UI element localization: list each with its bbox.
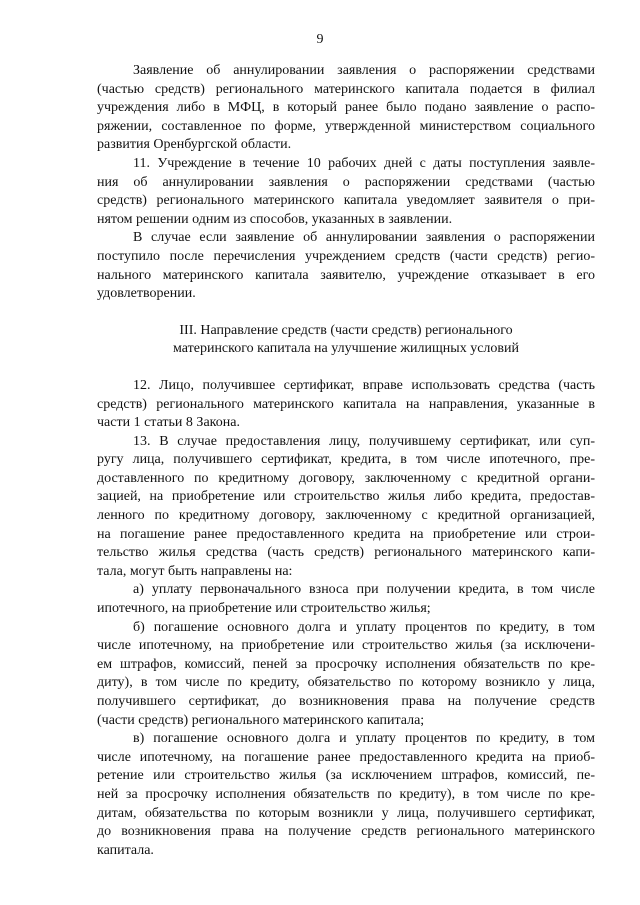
p7-line-2: числе ипотечному, на приобретение или строительство жилья (за исключени- — [97, 638, 595, 654]
p1-line-3: учреждения либо в МФЦ, в который ранее было подано заявление о распо- — [97, 100, 595, 116]
p7-line-4: диту), в том числе по кредиту, обязательство по которому возникло у лица, — [97, 675, 595, 691]
p3-line-3: нального материнского капитала заявителю, учреждение отказывает в его — [97, 267, 595, 283]
section-heading-line-2: материнского капитала на улучшение жилищных условий — [173, 341, 519, 357]
p5-line-6: на погашение ранее предоставленного кредита на приобретение или строи- — [97, 526, 595, 542]
p5-line-3: доставленного по кредитному договору, заключенному с кредитной органи- — [97, 470, 595, 486]
p5-line-5: ленного по кредитному договору, заключенному с кредитной организацией, — [97, 508, 595, 524]
p5-line-4: зацией, на приобретение или строительство жилья либо кредита, предостав- — [97, 489, 595, 505]
p2-line-1: 11. Учреждение в течение 10 рабочих дней с даты поступления заявле- — [133, 155, 595, 171]
p7-line-5: получившего сертификат, до возникновения права на получение средств — [97, 694, 595, 709]
p8-line-7: капитала. — [97, 842, 154, 858]
p2-line-2: ния об аннулировании заявления о распоряжении средствами (частью — [97, 174, 595, 190]
section-heading-line-1: III. Направление средств (части средств) регионального — [179, 322, 513, 338]
p4-line-2: средств) регионального материнского капитала на направления, указанные в — [97, 396, 595, 412]
p3-line-1: В случае если заявление об аннулировании заявления о распоряжении — [133, 230, 595, 246]
p1-line-1: Заявление об аннулировании заявления о распоряжении средствами — [133, 63, 595, 78]
p8-line-4: ней за просрочку исполнения обязательств по кредиту), в том числе по кре- — [97, 786, 595, 802]
p5-line-1: 13. В случае предоставления лицу, получившему сертификат, или суп- — [133, 433, 595, 449]
section-spacer — [97, 304, 595, 322]
p5-line-8: тала, могут быть направлены на: — [97, 563, 293, 579]
p7-line-1: б) погашение основного долга и уплату процентов по кредиту, в том — [133, 619, 595, 635]
p8-line-2: числе ипотечному, на погашение ранее предоставленного кредита на приоб- — [97, 749, 595, 765]
p6-line-1: а) уплату первоначального взноса при получении кредита, в том числе — [133, 582, 595, 598]
p2-line-3: средств) регионального материнского капитала уведомляет заявителя о при- — [97, 193, 595, 209]
document-body — [97, 62, 595, 860]
p1-line-4: ряжении, составленное по форме, утвержденной министерством социального — [97, 118, 595, 134]
p6-line-2: ипотечного, на приобретение или строительство жилья; — [97, 601, 431, 617]
p7-line-3: ем штрафов, комиссий, пеней за просрочку исполнения обязательств по кре- — [97, 656, 595, 672]
p8-line-3: ретение или строительство жилья (за исключением штрафов, комиссий, пе- — [97, 768, 595, 784]
p1-line-5: развития Оренбургской области. — [97, 137, 292, 153]
p3-line-2: поступило после перечисления учреждением средств (части средств) регио- — [97, 248, 595, 264]
p2-line-4: нятом решении одним из способов, указанных в заявлении. — [97, 211, 453, 227]
p8-line-1: в) погашение основного долга и уплату процентов по кредиту, в том — [133, 731, 595, 747]
p5-line-2: ругу лица, получившего сертификат, кредита, в том числе ипотечного, пре- — [97, 452, 595, 468]
section-spacer — [97, 359, 595, 377]
p4-line-3: части 1 статьи 8 Закона. — [97, 415, 240, 431]
p4-line-1: 12. Лицо, получившее сертификат, вправе использовать средства (часть — [133, 377, 595, 393]
p7-line-6: (части средств) регионального материнского капитала; — [97, 712, 425, 728]
p8-line-5: дитам, обязательства по которым возникли у лица, получившего сертификат, — [97, 805, 595, 821]
p8-line-6: до возникновения права на получение средств регионального материнского — [97, 824, 595, 840]
p1-line-2: (частью средств) регионального материнского капитала подается в филиал — [97, 81, 595, 97]
p3-line-4: удовлетворении. — [97, 286, 196, 302]
page-number: 9 — [316, 32, 324, 47]
p5-line-7: тельство жилья средства (часть средств) регионального материнского капи- — [97, 545, 595, 561]
